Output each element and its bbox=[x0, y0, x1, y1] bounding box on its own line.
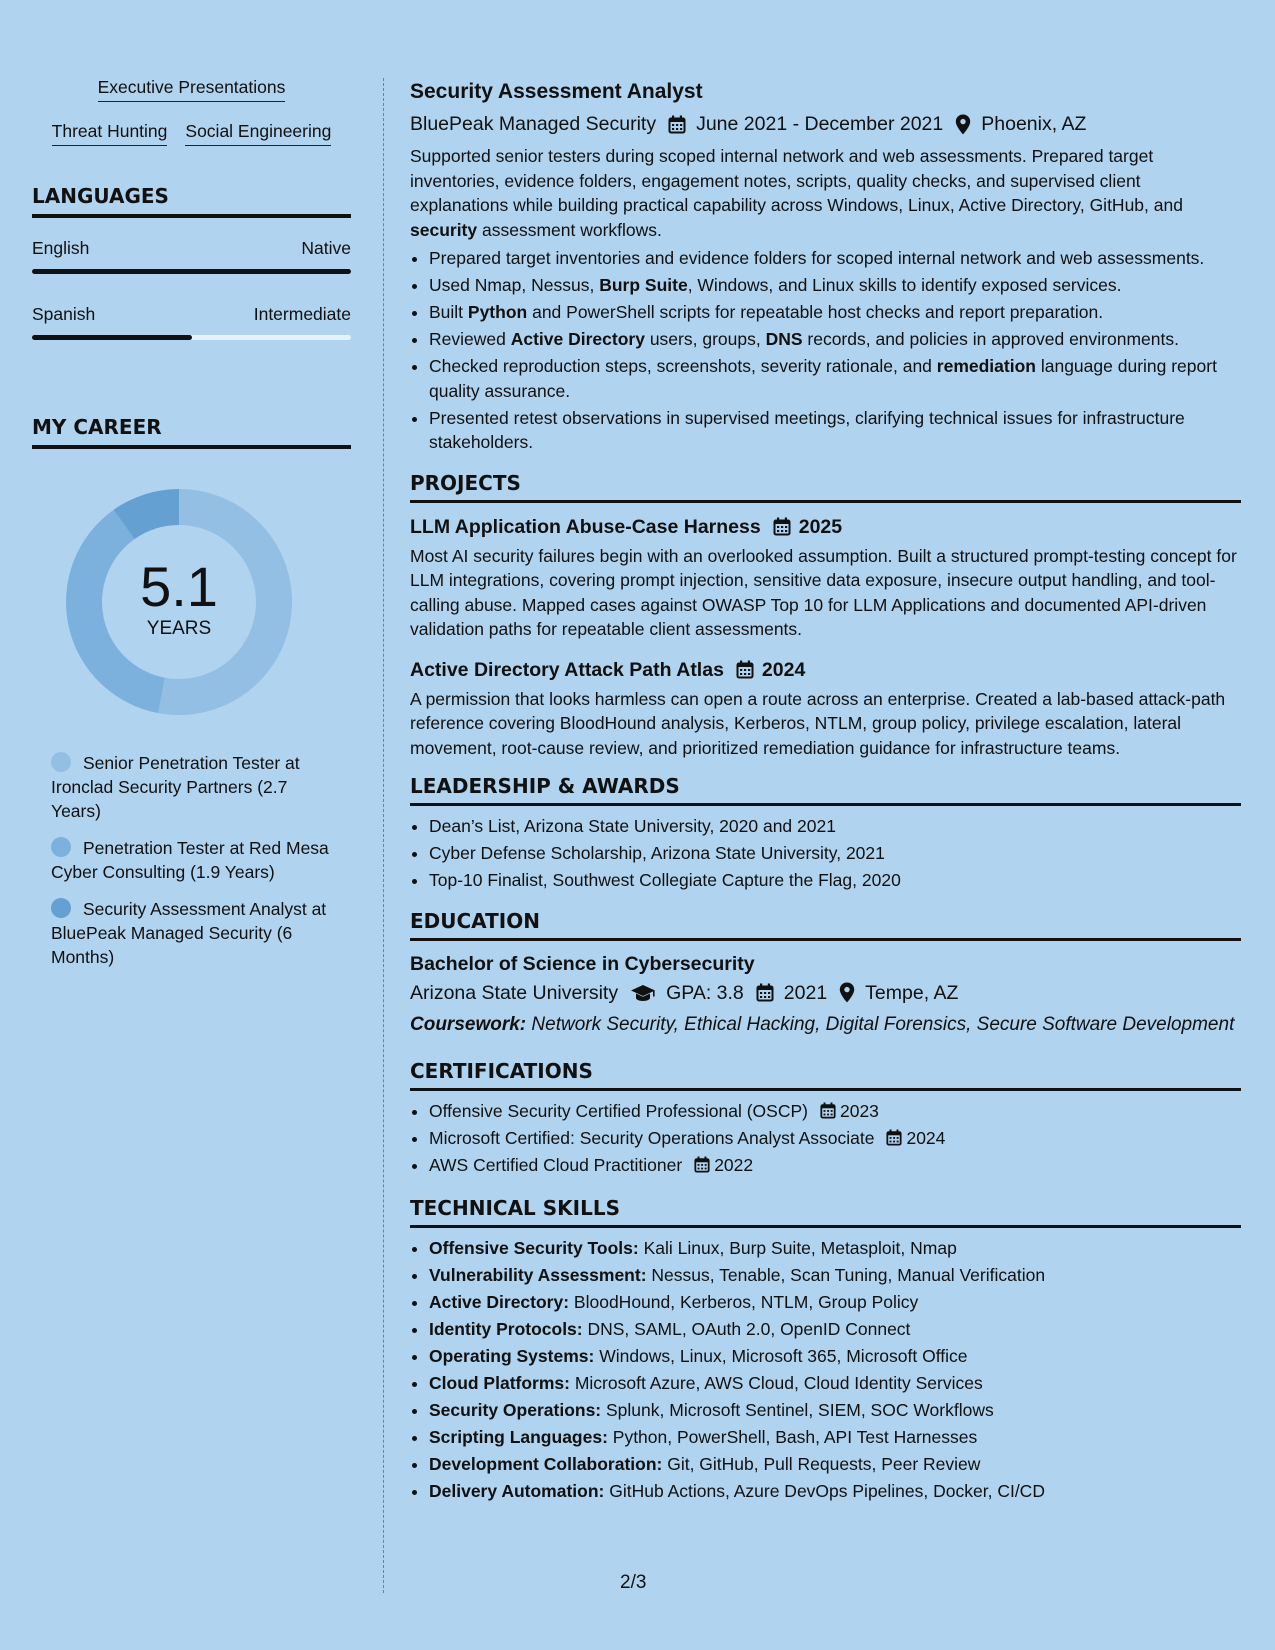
coursework-list: Network Security, Ethical Hacking, Digital Forensics, Secure Software Development bbox=[526, 1013, 1235, 1035]
project-title: Active Directory Attack Path Atlas bbox=[410, 658, 724, 681]
languages-list bbox=[32, 238, 351, 340]
coursework bbox=[410, 1013, 1241, 1038]
tag-row bbox=[32, 120, 351, 146]
text: language during report quality assurance. bbox=[429, 356, 1217, 401]
skill-values: Git, GitHub, Pull Requests, Peer Review bbox=[662, 1453, 981, 1474]
education-heading: EDUCATION bbox=[410, 909, 1241, 941]
map-pin-icon bbox=[839, 982, 855, 1003]
career-legend-text: Security Assessment Analyst at BluePeak Managed Security (6 Months) bbox=[51, 899, 327, 967]
job-bullet bbox=[429, 354, 1241, 403]
language-level: Native bbox=[301, 238, 351, 258]
project-year: 2024 bbox=[761, 658, 806, 681]
coursework-label: Coursework: bbox=[410, 1013, 527, 1035]
award-item: • Cyber Defense Scholarship, Arizona State University, 2021 bbox=[429, 841, 1241, 866]
language-item bbox=[32, 304, 351, 340]
projects-list bbox=[410, 513, 1241, 761]
education-location: Tempe, AZ bbox=[865, 981, 959, 1004]
skill-item bbox=[429, 1452, 1241, 1477]
school-name: Arizona State University bbox=[410, 981, 619, 1004]
proficiency-bar-fill bbox=[32, 269, 351, 274]
language-row bbox=[32, 238, 351, 259]
skill-item bbox=[429, 1290, 1241, 1315]
skill-values: BloodHound, Kerberos, NTLM, Group Policy bbox=[569, 1291, 919, 1312]
award-item: • Dean’s List, Arizona State University, 2020 and 2021 bbox=[429, 814, 1241, 839]
languages-heading: LANGUAGES bbox=[32, 184, 351, 218]
career-legend-text: Senior Penetration Tester at Ironclad Security Partners (2.7 Years) bbox=[51, 753, 300, 821]
calendar-icon bbox=[773, 517, 791, 536]
text: , Windows, and Linux skills to identify exposed services. bbox=[687, 275, 1122, 295]
bold-text: Burp Suite bbox=[599, 275, 688, 295]
skill-category: Delivery Automation: bbox=[429, 1480, 605, 1501]
certification-year: 2024 bbox=[906, 1128, 946, 1148]
job-bullet bbox=[429, 246, 1241, 271]
text: Used Nmap, Nessus, bbox=[429, 275, 600, 295]
bold-text: security bbox=[410, 219, 478, 240]
leadership-list bbox=[410, 814, 1241, 893]
skill-category: Offensive Security Tools: bbox=[429, 1237, 639, 1258]
project-description: Most AI security failures begin with an overlooked assumption. Built a structured prompt-testing concept for LLM integrations, covering prompt injection, sensitive data exposure, insecure output handling, and tool-calling abuse. Mapped cases against OWASP Top 10 for LLM Applications and documented API-driven validation paths for repeatable client assessments. bbox=[410, 545, 1237, 639]
skill-item bbox=[429, 1317, 1241, 1342]
text: Built bbox=[429, 302, 468, 322]
text: assessment workflows. bbox=[477, 219, 662, 240]
leadership-heading: LEADERSHIP & AWARDS bbox=[410, 774, 1241, 806]
text: Checked reproduction steps, screenshots, severity rationale, and bbox=[429, 356, 937, 376]
skill-category: Security Operations: bbox=[429, 1399, 602, 1420]
skills-heading: TECHNICAL SKILLS bbox=[410, 1196, 1241, 1228]
skill-item bbox=[429, 1344, 1241, 1369]
text: Presented retest observations in supervised meetings, clarifying technical issues for infrastructure stakeholders. bbox=[429, 407, 1185, 452]
job-bullet bbox=[429, 406, 1241, 455]
job-title: Security Assessment Analyst bbox=[410, 80, 703, 103]
skill-tag: Executive Presentations bbox=[98, 76, 286, 102]
page-number: 2/3 bbox=[620, 1572, 647, 1593]
certification-year: 2022 bbox=[714, 1155, 754, 1175]
text: users, groups, bbox=[644, 329, 766, 349]
project-title: LLM Application Abuse-Case Harness bbox=[410, 515, 761, 538]
calendar-icon bbox=[668, 115, 686, 134]
gpa: GPA: 3.8 bbox=[666, 981, 744, 1004]
graduation-year: 2021 bbox=[783, 981, 828, 1004]
skill-values: Windows, Linux, Microsoft 365, Microsoft Office bbox=[594, 1345, 968, 1366]
certification-year: 2023 bbox=[839, 1101, 879, 1121]
project-title-row bbox=[410, 656, 1241, 684]
skill-category: Cloud Platforms: bbox=[429, 1372, 570, 1393]
calendar-icon bbox=[736, 660, 754, 679]
certification-name: Offensive Security Certified Professional (OSCP) bbox=[429, 1101, 808, 1121]
legend-dot bbox=[51, 837, 71, 857]
skill-values: Python, PowerShell, Bash, API Test Harnesses bbox=[607, 1426, 978, 1447]
text: Supported senior testers during scoped internal network and web assessments. Prepared target inventories, evidence folders, engagement notes, scripts, quality checks, and supervised client explanations while building practical capability across Windows, Linux, Active Directory, GitHub, and bbox=[410, 146, 1183, 215]
skill-item bbox=[429, 1263, 1241, 1288]
years-label: YEARS bbox=[146, 618, 212, 639]
skill-item bbox=[429, 1236, 1241, 1261]
calendar-icon bbox=[886, 1129, 902, 1146]
language-row bbox=[32, 304, 351, 325]
projects-heading: PROJECTS bbox=[410, 471, 1241, 503]
text: Reviewed bbox=[429, 329, 511, 349]
job-bullet bbox=[429, 273, 1241, 298]
certification-item bbox=[429, 1153, 1241, 1178]
job-location: Phoenix, AZ bbox=[981, 113, 1087, 135]
main-content bbox=[410, 78, 1241, 1506]
text: records, and policies in approved environments. bbox=[802, 329, 1179, 349]
proficiency-bar bbox=[32, 269, 351, 274]
graduation-cap-icon bbox=[630, 984, 656, 1002]
job-dates: June 2021 - December 2021 bbox=[696, 113, 944, 135]
career-legend-text: Penetration Tester at Red Mesa Cyber Consulting (1.9 Years) bbox=[51, 838, 329, 882]
skill-values: Microsoft Azure, AWS Cloud, Cloud Identity Services bbox=[569, 1372, 983, 1393]
legend-dot bbox=[51, 752, 71, 772]
education-meta bbox=[410, 979, 1241, 1007]
skills-list bbox=[410, 1236, 1241, 1504]
proficiency-bar-fill bbox=[32, 335, 192, 340]
skill-values: GitHub Actions, Azure DevOps Pipelines, Docker, CI/CD bbox=[604, 1480, 1045, 1501]
skill-category: Scripting Languages: bbox=[429, 1426, 608, 1447]
proficiency-bar bbox=[32, 335, 351, 340]
skill-category: Vulnerability Assessment: bbox=[429, 1264, 647, 1285]
career-donut-chart bbox=[66, 489, 292, 715]
sidebar bbox=[32, 76, 351, 982]
certification-name: Microsoft Certified: Security Operations Analyst Associate bbox=[429, 1128, 875, 1148]
career-legend-item bbox=[51, 897, 331, 969]
certification-item bbox=[429, 1126, 1241, 1151]
language-item bbox=[32, 238, 351, 274]
total-years-value: 5.1 bbox=[140, 555, 218, 618]
job-meta bbox=[410, 110, 1241, 138]
career-legend-item bbox=[51, 836, 331, 884]
career-legend-item bbox=[51, 751, 331, 823]
skill-category: Operating Systems: bbox=[429, 1345, 595, 1366]
project-title-row bbox=[410, 513, 1241, 541]
text: Prepared target inventories and evidence folders for scoped internal network and web assessments. bbox=[429, 248, 1205, 268]
skill-category: Development Collaboration: bbox=[429, 1453, 663, 1474]
career-legend bbox=[51, 751, 331, 969]
certifications-list bbox=[410, 1099, 1241, 1178]
calendar-icon bbox=[694, 1156, 710, 1173]
project-description: A permission that looks harmless can open a route across an enterprise. Created a lab-based attack-path reference covering BloodHound analysis, Kerberos, NTLM, group policy, privilege escalation, lateral movement, root-cause review, and prioritized remediation guidance for infrastructure teams. bbox=[410, 688, 1226, 758]
skill-item bbox=[429, 1425, 1241, 1450]
text: and PowerShell scripts for repeatable host checks and report preparation. bbox=[527, 302, 1104, 322]
certifications-heading: CERTIFICATIONS bbox=[410, 1059, 1241, 1091]
job-bullet bbox=[429, 327, 1241, 352]
certification-item bbox=[429, 1099, 1241, 1124]
skill-item bbox=[429, 1479, 1241, 1504]
degree-title: Bachelor of Science in Cybersecurity bbox=[410, 952, 755, 975]
skill-values: Nessus, Tenable, Scan Tuning, Manual Verification bbox=[646, 1264, 1046, 1285]
language-name: Spanish bbox=[32, 304, 96, 324]
skill-category: Active Directory: bbox=[429, 1291, 570, 1312]
certification-name: AWS Certified Cloud Practitioner bbox=[429, 1155, 683, 1175]
job-bullets bbox=[410, 246, 1241, 455]
project-year: 2025 bbox=[798, 515, 843, 538]
award-item: • Top-10 Finalist, Southwest Collegiate Capture the Flag, 2020 bbox=[429, 868, 1241, 893]
calendar-icon bbox=[820, 1102, 836, 1119]
skill-category: Identity Protocols: bbox=[429, 1318, 583, 1339]
language-level: Intermediate bbox=[253, 304, 351, 324]
job-company: BluePeak Managed Security bbox=[410, 113, 657, 135]
language-name: English bbox=[32, 238, 90, 258]
bold-text: remediation bbox=[936, 356, 1036, 376]
calendar-icon bbox=[756, 983, 774, 1002]
job-summary bbox=[410, 144, 1241, 242]
skill-values: Splunk, Microsoft Sentinel, SIEM, SOC Workflows bbox=[601, 1399, 994, 1420]
column-divider bbox=[383, 78, 384, 1593]
skill-item bbox=[429, 1398, 1241, 1423]
bold-text: DNS bbox=[765, 329, 803, 349]
skill-values: Kali Linux, Burp Suite, Metasploit, Nmap bbox=[638, 1237, 957, 1258]
skill-tag: Threat Hunting bbox=[52, 120, 168, 146]
job-bullet bbox=[429, 300, 1241, 325]
career-heading: MY CAREER bbox=[32, 415, 351, 449]
skill-tag: Social Engineering bbox=[185, 120, 331, 146]
map-pin-icon bbox=[955, 114, 971, 135]
legend-dot bbox=[51, 898, 71, 918]
tag-row bbox=[32, 76, 351, 102]
skill-values: DNS, SAML, OAuth 2.0, OpenID Connect bbox=[582, 1318, 911, 1339]
skill-item bbox=[429, 1371, 1241, 1396]
bold-text: Python bbox=[467, 302, 528, 322]
strengths-tags bbox=[32, 76, 351, 146]
bold-text: Active Directory bbox=[510, 329, 645, 349]
